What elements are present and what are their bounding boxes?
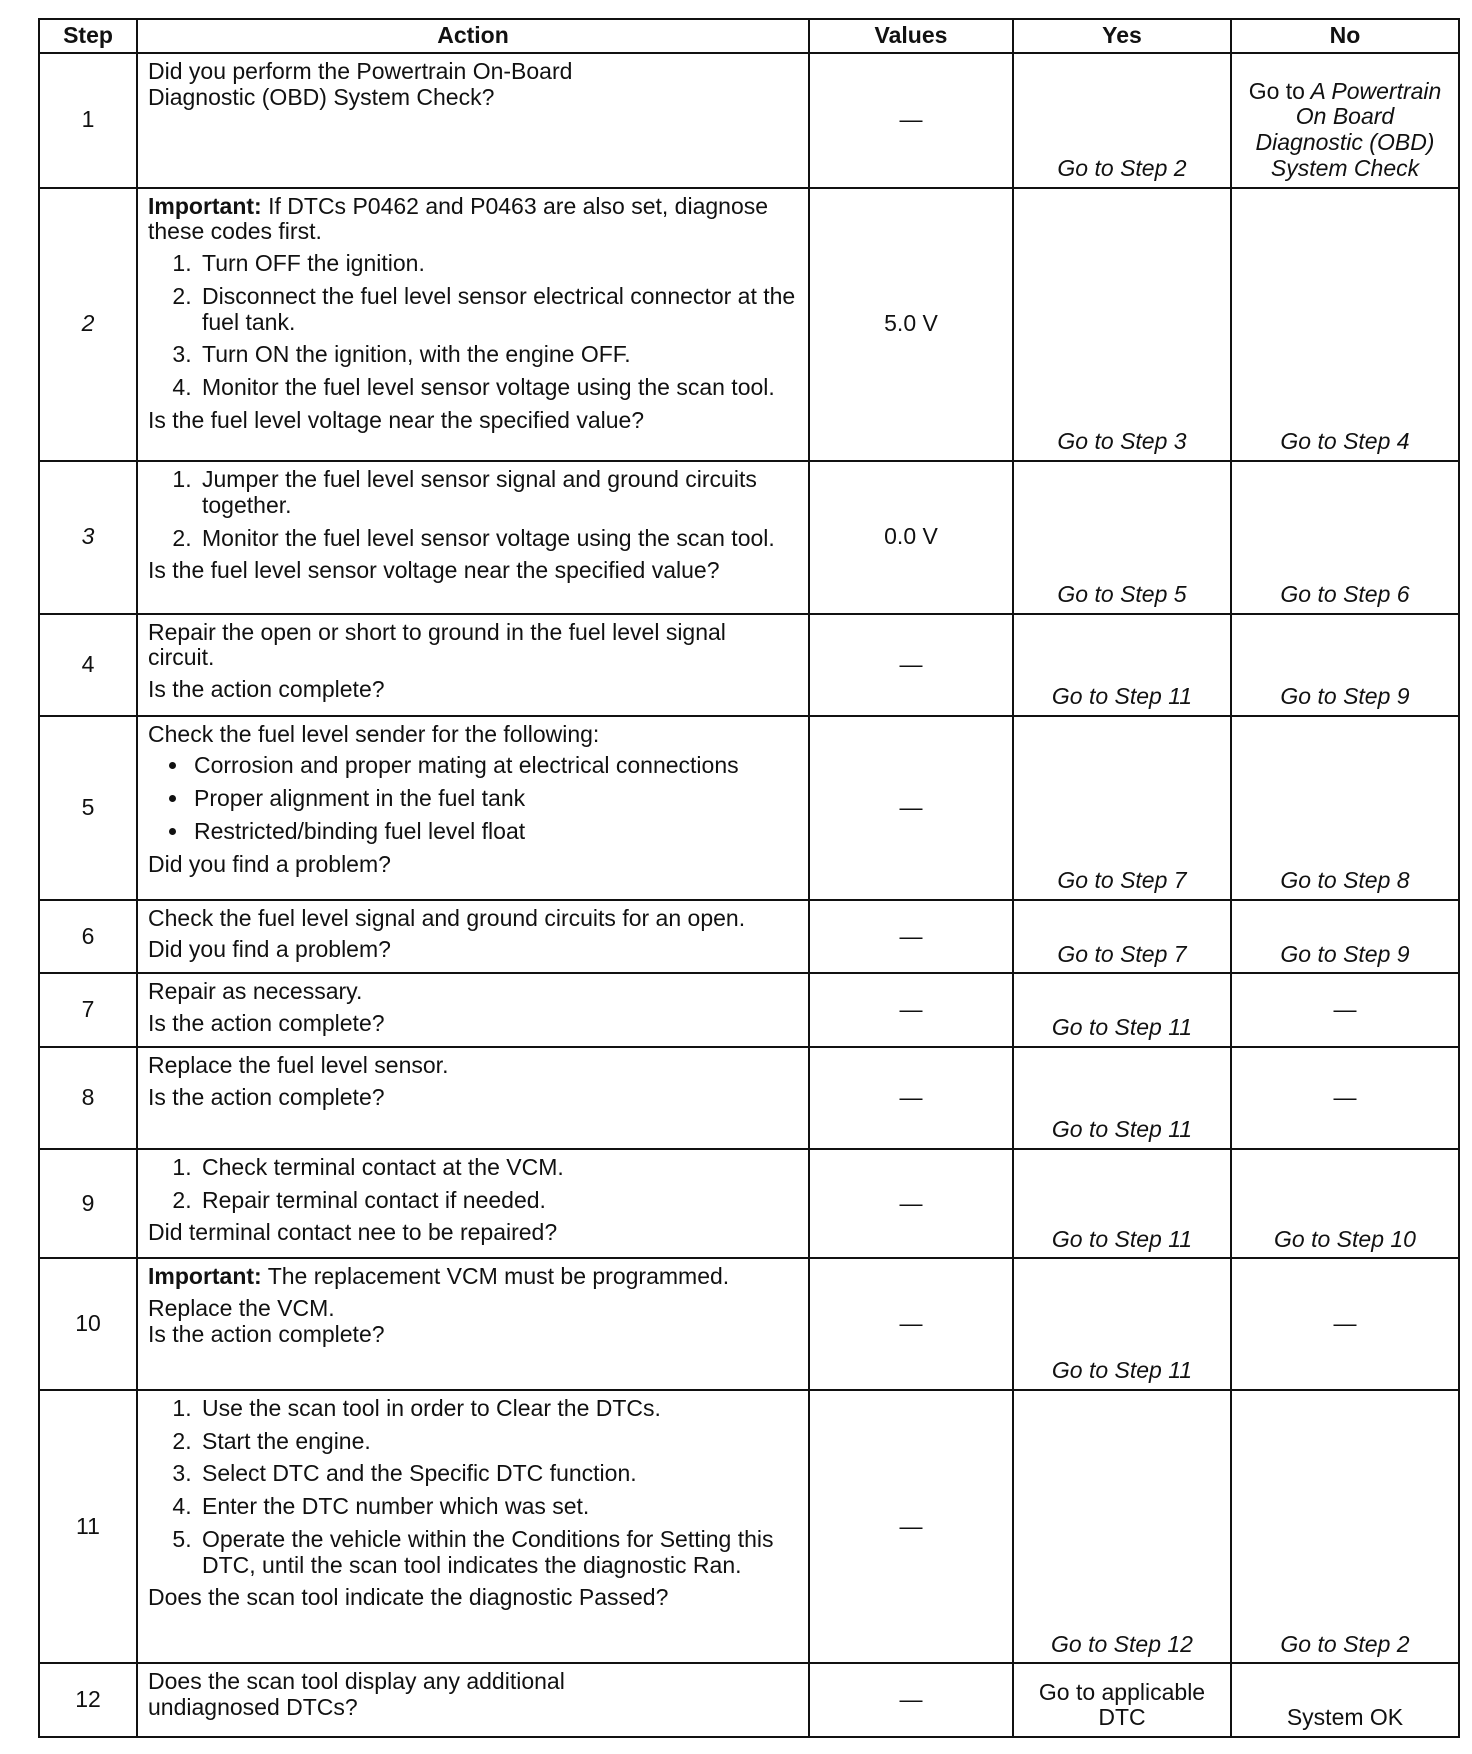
yes-cell: Go to Step 11 [1013, 614, 1231, 716]
step-number: 1 [39, 53, 137, 188]
action-cell [137, 614, 809, 716]
action-question: Is the action complete? [148, 1320, 385, 1347]
yes-cell: Go to Step 12 [1013, 1390, 1231, 1663]
no-cell: — [1231, 973, 1459, 1047]
no-cell: Go to Step 6 [1231, 461, 1459, 614]
action-text: Repair as necessary. [148, 978, 363, 1005]
yes-cell: Go to Step 11 [1013, 1258, 1231, 1389]
no-cell: — [1231, 1047, 1459, 1149]
yes-cell: Go to applicable DTC [1013, 1663, 1231, 1737]
header-yes: Yes [1013, 19, 1231, 53]
yes-cell: Go to Step 7 [1013, 716, 1231, 900]
important-label: Important: [148, 192, 262, 219]
step-number: 3 [39, 461, 137, 614]
important-note [148, 194, 798, 246]
step-number: 8 [39, 1047, 137, 1149]
no-cell: Go to Step 8 [1231, 716, 1459, 900]
header-row [39, 19, 1459, 53]
no-cell: Go to Step 9 [1231, 900, 1459, 974]
action-question: Is the fuel level voltage near the specified value? [148, 406, 645, 433]
no-prefix: Go to [1248, 77, 1305, 104]
action-text: Replace the fuel level sensor. [148, 1051, 449, 1078]
step-number: 6 [39, 900, 137, 974]
table-row [39, 973, 1459, 1047]
table-row [39, 1047, 1459, 1149]
values-cell: — [809, 973, 1013, 1047]
important-text: The replacement VCM must be programmed. [267, 1263, 730, 1290]
list-item: 5. Operate the vehicle within the Conditions for Setting this DTC, until the scan tool indicates the diagnostic Ran. [198, 1527, 798, 1579]
list-item: • Corrosion and proper mating at electrical connections [190, 753, 798, 779]
no-cell: — [1231, 1258, 1459, 1389]
yes-cell: Go to Step 5 [1013, 461, 1231, 614]
list-item: 1. Jumper the fuel level sensor signal and ground circuits together. [198, 467, 798, 519]
diagnostic-table [38, 18, 1460, 1738]
table-row [39, 53, 1459, 188]
action-cell [137, 1258, 809, 1389]
list-item: 1. Turn OFF the ignition. [198, 251, 798, 277]
step-number: 9 [39, 1149, 137, 1258]
values-cell: — [809, 1258, 1013, 1389]
list-item: 3. Turn ON the ignition, with the engine OFF. [198, 342, 798, 368]
action-cell [137, 1663, 809, 1737]
action-cell [137, 1149, 809, 1258]
list-item: 2. Monitor the fuel level sensor voltage using the scan tool. [198, 526, 798, 552]
step-number: 4 [39, 614, 137, 716]
yes-cell: Go to Step 2 [1013, 53, 1231, 188]
action-cell [137, 53, 809, 188]
values-cell: — [809, 900, 1013, 974]
list-item: 2. Disconnect the fuel level sensor electrical connector at the fuel tank. [198, 284, 798, 336]
list-item: 1. Check terminal contact at the VCM. [198, 1155, 798, 1181]
action-question: Did terminal contact nee to be repaired? [148, 1219, 558, 1246]
values-cell: 5.0 V [809, 188, 1013, 461]
values-cell: — [809, 1663, 1013, 1737]
action-cell [137, 973, 809, 1047]
table-row [39, 1390, 1459, 1663]
table-row [39, 1663, 1459, 1737]
values-cell: 0.0 V [809, 461, 1013, 614]
action-question: Is the action complete? [148, 1010, 385, 1037]
action-question: Is the fuel level sensor voltage near the specified value? [148, 557, 720, 584]
no-cell: System OK [1231, 1663, 1459, 1737]
values-cell: — [809, 53, 1013, 188]
no-cell: Go to Step 10 [1231, 1149, 1459, 1258]
important-label: Important: [148, 1263, 262, 1290]
action-question: Did you find a problem? [148, 850, 391, 877]
bullet-list [148, 753, 798, 844]
list-item: 3. Select DTC and the Specific DTC function. [198, 1461, 798, 1487]
step-number: 11 [39, 1390, 137, 1663]
header-no: No [1231, 19, 1459, 53]
step-list [148, 251, 798, 401]
step-list [148, 1155, 798, 1214]
list-item: 4. Monitor the fuel level sensor voltage using the scan tool. [198, 375, 798, 401]
list-item: 1. Use the scan tool in order to Clear the DTCs. [198, 1396, 798, 1422]
table-row [39, 716, 1459, 900]
list-item: • Proper alignment in the fuel tank [190, 786, 798, 812]
header-values: Values [809, 19, 1013, 53]
action-question: Did you find a problem? [148, 936, 391, 963]
action-question: Does the scan tool display any additional undiagnosed DTCs? [148, 1668, 565, 1721]
yes-cell: Go to Step 7 [1013, 900, 1231, 974]
action-cell [137, 1390, 809, 1663]
no-cell: Go to Step 4 [1231, 188, 1459, 461]
no-cell [1231, 53, 1459, 188]
table-row [39, 1149, 1459, 1258]
table-row [39, 1258, 1459, 1389]
yes-cell: Go to Step 11 [1013, 973, 1231, 1047]
table-row [39, 461, 1459, 614]
values-cell: — [809, 1149, 1013, 1258]
values-cell: — [809, 614, 1013, 716]
action-question: Did you perform the Powertrain On-Board Diagnostic (OBD) System Check? [148, 58, 573, 110]
step-number: 10 [39, 1258, 137, 1389]
important-note [148, 1264, 798, 1290]
action-cell [137, 188, 809, 461]
step-number: 7 [39, 973, 137, 1047]
no-cell: Go to Step 2 [1231, 1390, 1459, 1663]
action-question: Does the scan tool indicate the diagnostic Passed? [148, 1584, 669, 1611]
action-cell [137, 900, 809, 974]
no-cell: Go to Step 9 [1231, 614, 1459, 716]
step-number: 5 [39, 716, 137, 900]
action-cell [137, 716, 809, 900]
step-number: 12 [39, 1663, 137, 1737]
yes-cell: Go to Step 11 [1013, 1149, 1231, 1258]
values-cell: — [809, 1047, 1013, 1149]
table-row [39, 614, 1459, 716]
table-row [39, 188, 1459, 461]
table-row [39, 900, 1459, 974]
yes-cell: Go to Step 3 [1013, 188, 1231, 461]
action-cell [137, 1047, 809, 1149]
values-cell: — [809, 716, 1013, 900]
step-number: 2 [39, 188, 137, 461]
important-text: If DTCs P0462 and P0463 are also set, diagnose these codes first. [148, 192, 769, 245]
yes-cell: Go to Step 11 [1013, 1047, 1231, 1149]
list-item: 2. Start the engine. [198, 1429, 798, 1455]
list-item: • Restricted/binding fuel level float [190, 819, 798, 845]
action-text: Repair the open or short to ground in the fuel level signal circuit. [148, 618, 726, 671]
no-link: A Powertrain On Board Diagnostic (OBD) System Check [1255, 77, 1442, 181]
list-item: 2. Repair terminal contact if needed. [198, 1188, 798, 1214]
header-step: Step [39, 19, 137, 53]
step-list [148, 467, 798, 551]
list-item: 4. Enter the DTC number which was set. [198, 1494, 798, 1520]
action-cell [137, 461, 809, 614]
action-text: Check the fuel level signal and ground circuits for an open. [148, 904, 746, 931]
action-question: Is the action complete? [148, 676, 385, 703]
step-list [148, 1396, 798, 1579]
header-action: Action [137, 19, 809, 53]
action-text: Check the fuel level sender for the following: [148, 720, 600, 747]
values-cell: — [809, 1390, 1013, 1663]
action-question: Is the action complete? [148, 1083, 385, 1110]
action-text: Replace the VCM. [148, 1295, 335, 1322]
